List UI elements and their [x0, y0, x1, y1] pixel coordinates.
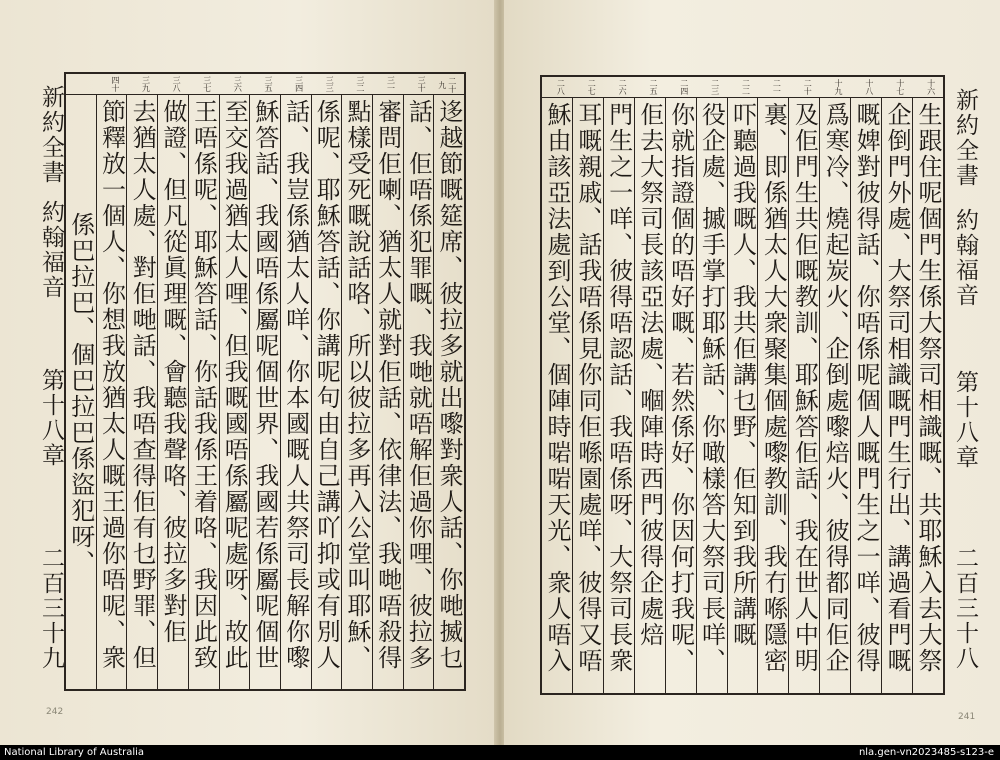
left-text-column: 迻越節嘅筵席、彼拉多就出嚟對衆人話、你哋揻乜: [433, 95, 464, 689]
right-page: [504, 0, 1000, 745]
left-text-column: 點樣受死嘅說話咯、所以彼拉多再入公堂叫耶穌、: [341, 95, 372, 689]
left-verse-strip: [66, 74, 464, 95]
right-text-column: 嘅婢對彼得話、你唔係呢個人嘅門生之一咩、彼得: [850, 98, 881, 693]
left-verse-number: 三七: [202, 76, 212, 92]
right-text-column: 佢去大祭司長該亞法處、嗰陣時西門彼得企處焙: [634, 98, 665, 693]
left-page: [0, 0, 496, 745]
right-text-column: 及佢門生共佢嘅教訓、耶穌答佢話、我在世人中明: [788, 98, 819, 693]
right-verse-number: 二三: [710, 79, 720, 95]
left-verse-number: 三六: [233, 76, 243, 92]
footer-library-name: National Library of Australia: [4, 747, 145, 758]
left-verse-number: 三一: [386, 76, 396, 92]
right-text-frame: [540, 75, 945, 695]
right-page-number: 二百三十八: [952, 546, 978, 671]
right-header-chapter: 第十八章: [952, 370, 978, 470]
left-text-column: 係巴拉巴、個巴拉巴係盜犯呀、: [66, 212, 95, 576]
left-text-column: 話、佢唔係犯罪嘅、我哋就唔解佢過你哩、彼拉多: [403, 95, 434, 689]
right-text-column: 爲寒冷、燒起炭火、企倒處嚟焙火、彼得都同佢企: [819, 98, 850, 693]
left-verse-number: 四十: [110, 76, 120, 92]
left-text-frame: [64, 72, 466, 691]
left-text-column: 至交我過猶太人哩、但我嘅國唔係屬呢處呀、故此: [219, 95, 250, 689]
left-text-column: 做證、但凡從眞理嘅、會聽我聲咯、彼拉多對佢: [157, 95, 188, 689]
left-header-book: 新約全書: [38, 85, 64, 185]
left-verse-number: 三三: [325, 76, 335, 92]
right-verse-number: 十六: [926, 79, 936, 95]
right-verse-number: 二八: [556, 79, 566, 95]
right-text-column: 企倒門外處、大祭司相識嘅門生行出、講過看門嘅: [881, 98, 912, 693]
right-text-column: 役企處、摵手掌打耶穌話、你噉樣答大祭司長咩、: [696, 98, 727, 693]
right-header-book: 新約全書: [952, 88, 978, 188]
left-text-column: 節釋放一個人、你想我放猶太人嘅王過你唔呢、衆: [96, 95, 127, 689]
right-verse-number: 二二: [741, 79, 751, 95]
left-pencil-mark: 242: [46, 707, 64, 717]
right-verse-number: 十八: [864, 79, 874, 95]
left-text-column: 話、我豈係猶太人咩、你本國嘅人共祭司長解你嚟: [280, 95, 311, 689]
right-header-gospel: 約翰福音: [952, 208, 978, 308]
footer-record-id: nla.gen-vn2023485-s123-e: [858, 747, 994, 758]
footer-bar: [0, 745, 1000, 760]
left-page-number: 二百三十九: [38, 546, 64, 671]
right-verse-number: 二五: [648, 79, 658, 95]
right-verse-number: 十九: [834, 79, 844, 95]
right-verse-number: 二六: [618, 79, 628, 95]
left-text-column: 去猶太人處、對佢哋話、我唔查得佢有乜野罪、但: [126, 95, 157, 689]
right-text-column: 耳嘅親戚、話我唔係見你同佢喺園處咩、彼得又唔: [572, 98, 603, 693]
right-text-column: 你就指證個的唔好嘅、若然係好、你因何打我呢、: [665, 98, 696, 693]
right-text-columns: [542, 98, 943, 693]
left-text-column: 審問佢喇、猶太人就對佢話、依律法、我哋唔殺得: [372, 95, 403, 689]
right-text-column: 生跟住呢個門生係大祭司相識嘅、共耶穌入去大祭: [912, 98, 943, 693]
left-verse-number: 三二: [355, 76, 365, 92]
right-text-column: 裏、即係猶太人大衆聚集個處嚟教訓、我冇喺隱密: [757, 98, 788, 693]
left-text-columns: [66, 95, 464, 689]
right-verse-strip: [542, 77, 943, 98]
left-verse-number: 三八: [172, 76, 182, 92]
left-text-column: 穌答話、我國唔係屬呢個世界、我國若係屬呢個世: [249, 95, 280, 689]
left-verse-number: 三十: [417, 76, 427, 92]
left-text-column: 王唔係呢、耶穌答話、你話我係王着咯、我因此致: [188, 95, 219, 689]
right-text-column: 穌由該亞法處到公堂、個陣時啱啱天光、衆人唔入: [542, 102, 571, 674]
left-verse-number: 三九: [141, 76, 151, 92]
right-verse-number: 二一: [772, 79, 782, 95]
left-verse-number: 三五: [264, 76, 273, 92]
left-text-column: 係呢、耶穌答話、你講呢句由自己講吖抑或有別人: [311, 95, 342, 689]
left-verse-number: 二十九: [437, 77, 457, 93]
right-verse-number: 二十: [803, 79, 813, 95]
left-header-gospel: 約翰福音: [38, 200, 64, 300]
left-verse-number: 三四: [294, 76, 304, 92]
right-text-column: 門生之一咩、彼得唔認話、我唔係呀、大祭司長衆: [603, 98, 634, 693]
right-pencil-mark: 241: [958, 712, 976, 722]
right-verse-number: 十七: [895, 79, 905, 95]
right-verse-number: 二七: [587, 79, 597, 95]
right-text-column: 吓聽過我嘅人、我共佢講乜野、佢知到我所講嘅: [727, 98, 758, 693]
right-verse-number: 二四: [679, 79, 689, 95]
left-header-chapter: 第十八章: [38, 368, 64, 468]
